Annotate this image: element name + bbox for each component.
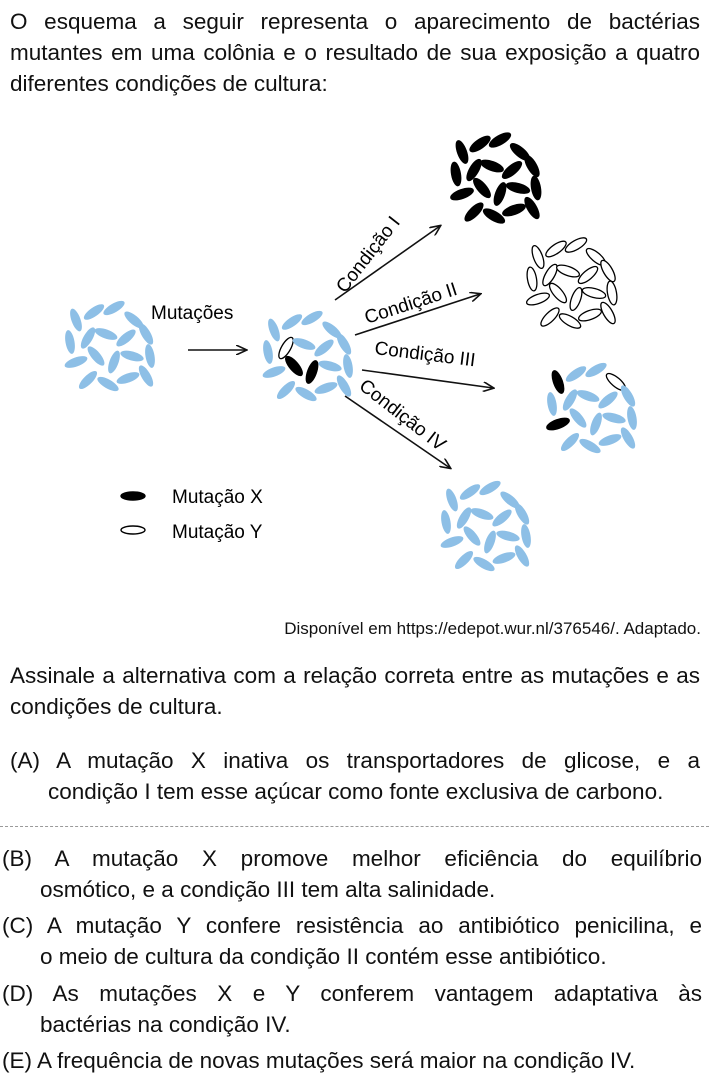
wild-bacterium xyxy=(596,389,620,411)
wild-bacterium xyxy=(597,432,623,449)
mutant-y-bacterium xyxy=(605,280,618,305)
mutant-x-bacterium xyxy=(479,158,505,175)
mutant-x-bacterium xyxy=(505,181,531,196)
mutant-x-bacterium xyxy=(468,133,493,154)
wild-bacterium xyxy=(266,317,283,343)
wild-bacterium xyxy=(625,405,638,430)
wild-bacterium xyxy=(114,327,138,349)
option-d-line-1: (D) As mutações X e Y conferem vantagem adaptativa às xyxy=(2,981,702,1006)
wild-bacterium xyxy=(461,524,483,548)
mutant-x-bacterium xyxy=(529,175,542,200)
wild-bacterium xyxy=(63,329,76,354)
wild-bacterium xyxy=(115,370,141,387)
wild-bacterium xyxy=(482,529,499,555)
mutant-x-bacterium xyxy=(283,354,305,378)
legend-mutation-y-label: Mutação Y xyxy=(172,522,263,543)
wild-bacterium xyxy=(317,359,343,374)
wild-bacterium xyxy=(458,481,483,502)
wild-bacterium xyxy=(312,337,336,359)
mutant-y-bacterium xyxy=(581,286,607,301)
wild-bacterium xyxy=(575,388,601,405)
wild-bacterium xyxy=(588,411,605,437)
wild-bacterium xyxy=(469,506,495,523)
option-a[interactable] xyxy=(10,745,700,807)
wild-bacterium xyxy=(444,487,461,513)
mutant-x-bacterium xyxy=(462,200,485,223)
mutant-y-bacterium xyxy=(530,244,547,270)
wild-bacterium xyxy=(95,374,120,394)
mutant-y-bacterium xyxy=(555,263,581,280)
wild-bacterium xyxy=(291,336,317,353)
option-d-line-2: bactérias na condição IV. xyxy=(40,1012,291,1037)
mutant-x-bacterium xyxy=(481,206,506,226)
colony-mutated xyxy=(261,308,354,404)
mutant-x-bacterium xyxy=(501,202,527,219)
mutant-x-bacterium xyxy=(449,161,462,186)
dashed-divider xyxy=(0,826,709,827)
option-d[interactable] xyxy=(2,978,702,1040)
option-e-line-1: (E) A frequência de novas mutações será maior na condição IV. xyxy=(2,1048,636,1073)
wild-bacterium xyxy=(471,554,496,574)
mutant-y-bacterium xyxy=(557,311,582,331)
option-b-line-2: osmótico, e a condição III tem alta salinidade. xyxy=(40,877,496,902)
wild-bacterium xyxy=(136,321,156,346)
wild-bacterium xyxy=(545,391,558,416)
wild-bacterium xyxy=(490,507,514,529)
wild-bacterium xyxy=(68,307,85,333)
condition-2-label: Condição II xyxy=(362,279,460,329)
wild-bacterium xyxy=(119,349,145,364)
wild-bacterium xyxy=(477,478,502,498)
mutant-y-bacterium xyxy=(598,258,618,283)
colony-condition-4 xyxy=(439,478,532,574)
mutant-x-bacterium xyxy=(545,416,571,433)
colony-condition-2 xyxy=(525,235,618,331)
wild-bacterium xyxy=(564,363,589,384)
wild-bacterium xyxy=(93,326,119,343)
wild-bacterium xyxy=(280,311,305,332)
wild-bacterium xyxy=(519,523,532,548)
colony-condition-1 xyxy=(449,130,542,226)
option-b-line-1: (B) A mutação X promove melhor eficiência do equilíbrio xyxy=(2,846,702,871)
mutant-x-bacterium xyxy=(522,153,542,178)
option-c-line-2: o meio de cultura da condição II contém esse antibiótico. xyxy=(40,944,607,969)
mutant-y-bacterium xyxy=(563,235,588,255)
option-e[interactable] xyxy=(2,1045,702,1076)
mutant-y-bacterium xyxy=(577,307,603,324)
mutant-x-bacterium xyxy=(471,176,493,200)
wild-bacterium xyxy=(293,384,318,404)
wild-bacterium xyxy=(491,550,517,567)
legend-mutation-x-label: Mutação X xyxy=(172,487,263,508)
wild-bacterium xyxy=(76,368,99,391)
wild-bacterium xyxy=(567,406,589,430)
wild-bacterium xyxy=(618,383,638,408)
wild-bacterium xyxy=(85,344,107,368)
mutant-y-bacterium xyxy=(525,291,551,308)
mutant-x-bacterium xyxy=(492,181,509,207)
bacteria-mutation-diagram xyxy=(0,118,709,598)
wild-bacterium xyxy=(577,436,602,456)
intro-paragraph: O esquema a seguir representa o aparecimento de bactérias mutantes em uma colônia e o resultado de sua exposição a quatro diferentes condições de cultura: xyxy=(10,9,700,96)
wild-bacterium xyxy=(495,529,521,544)
wild-bacterium xyxy=(63,354,89,371)
wild-bacterium xyxy=(601,411,627,426)
colony-original xyxy=(63,298,156,394)
mutant-x-bacterium xyxy=(449,186,475,203)
wild-bacterium xyxy=(101,298,126,318)
condition-1-label: Condição I xyxy=(332,212,405,298)
wild-bacterium xyxy=(274,378,297,401)
wild-bacterium xyxy=(583,360,608,380)
mutations-label: Mutações xyxy=(151,303,234,324)
wild-bacterium xyxy=(341,353,354,378)
legend-mutation-x-swatch xyxy=(121,492,145,500)
wild-bacterium xyxy=(313,380,339,397)
mutant-x-bacterium xyxy=(304,359,321,385)
mutant-y-bacterium xyxy=(547,281,569,305)
mutant-y-bacterium xyxy=(538,305,561,328)
question-prompt: Assinale a alternativa com a relação correta entre as mutações e as condições de cultura. xyxy=(10,663,700,719)
wild-bacterium xyxy=(299,308,324,328)
wild-bacterium xyxy=(512,501,532,526)
option-c[interactable] xyxy=(2,910,702,972)
wild-bacterium xyxy=(439,534,465,551)
option-a-line-1: (A) A mutação X inativa os transportadores de glicose, e a xyxy=(10,748,700,773)
condition-3-label: Condição III xyxy=(373,338,477,372)
source-citation: Disponível em https://edepot.wur.nl/376546/. Adaptado. xyxy=(284,619,701,638)
wild-bacterium xyxy=(106,349,123,375)
wild-bacterium xyxy=(261,364,287,381)
mutant-x-bacterium xyxy=(550,369,567,395)
mutant-x-bacterium xyxy=(487,130,512,150)
option-b[interactable] xyxy=(2,843,702,905)
wild-bacterium xyxy=(261,339,274,364)
mutant-y-bacterium xyxy=(544,238,569,259)
wild-bacterium xyxy=(452,548,475,571)
condition-4-label: Condição IV xyxy=(354,375,450,456)
legend-mutation-y-swatch xyxy=(121,526,145,534)
wild-bacterium xyxy=(558,430,581,453)
colony-condition-3 xyxy=(545,360,638,456)
mutant-x-bacterium xyxy=(454,139,471,165)
wild-bacterium xyxy=(82,301,107,322)
option-c-line-1: (C) A mutação Y confere resistência ao antibiótico penicilina, e xyxy=(2,913,702,938)
mutant-y-bacterium xyxy=(525,266,538,291)
wild-bacterium xyxy=(439,509,452,534)
wild-bacterium xyxy=(143,343,156,368)
wild-bacterium xyxy=(334,331,354,356)
option-a-line-2: condição I tem esse açúcar como fonte exclusiva de carbono. xyxy=(48,779,664,804)
